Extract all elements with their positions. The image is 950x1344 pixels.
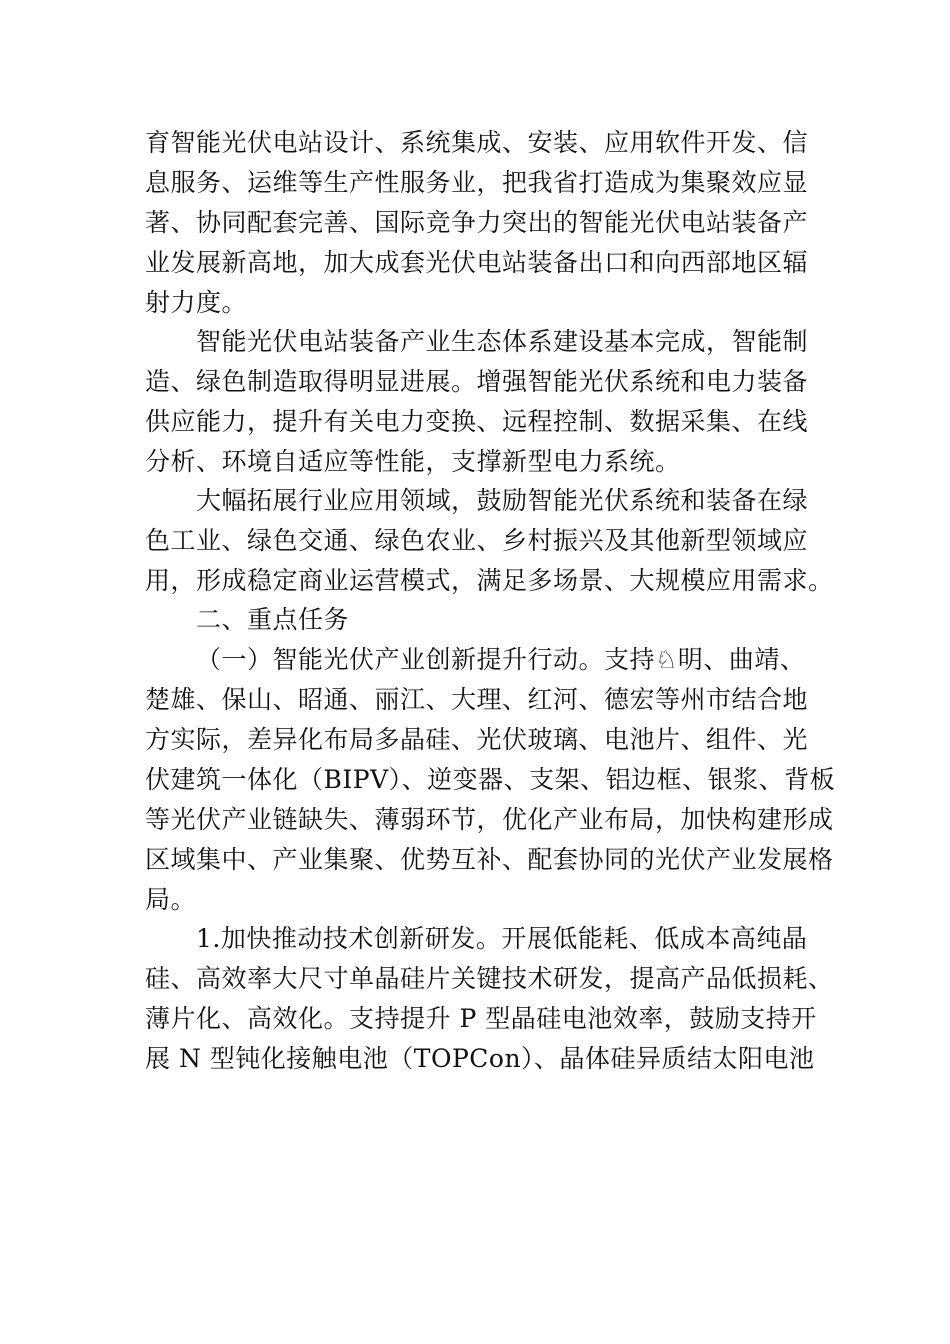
text-line: 造、绿色制造取得明显进展。增强智能光伏系统和电力装备 [145, 367, 809, 396]
text-line: 区域集中、产业集聚、优势互补、配套协同的光伏产业发展格 [145, 845, 834, 874]
text-line: 局。 [145, 885, 197, 914]
text-line: 供应能力，提升有关电力变换、远程控制、数据采集、在线 [145, 407, 809, 436]
text-line: 息服务、运维等生产性服务业，把我省打造成为集聚效应显 [145, 168, 809, 197]
text-line: 著、协同配套完善、国际竞争力突出的智能光伏电站装备产 [145, 208, 809, 237]
section-heading: 二、重点任务 [196, 605, 350, 634]
text-line: 育智能光伏电站设计、系统集成、安装、应用软件开发、信 [145, 128, 809, 157]
text-line: 硅、高效率大尺寸单晶硅片关键技术研发，提高产品低损耗、 [145, 964, 834, 993]
paragraph-first-line: （一）智能光伏产业创新提升行动。支持♘明、曲靖、 [196, 645, 806, 674]
paragraph-first-line: 1.加快推动技术创新研发。开展低能耗、低成本高纯晶 [196, 924, 808, 953]
text-line: 射力度。 [145, 288, 248, 317]
text-line: 色工业、绿色交通、绿色农业、乡村振兴及其他新型领域应 [145, 526, 809, 555]
text-line: 伏建筑一体化（BIPV）、逆变器、支架、铝边框、银浆、背板 [145, 765, 836, 794]
paragraph-first-line: 智能光伏电站装备产业生态体系建设基本完成，智能制 [196, 327, 809, 356]
text-line: 等光伏产业链缺失、薄弱环节，优化产业布局，加快构建形成 [145, 805, 834, 834]
text-line: 分析、环境自适应等性能，支撑新型电力系统。 [145, 447, 681, 476]
text-line: 薄片化、高效化。支持提升 P 型晶硅电池效率，鼓励支持开 [145, 1004, 817, 1033]
text-line: 展 N 型钝化接触电池（TOPCon）、晶体硅异质结太阳电池 [145, 1044, 815, 1073]
text-line: 方实际，差异化布局多晶硅、光伏玻璃、电池片、组件、光 [145, 725, 809, 754]
paragraph-first-line: 大幅拓展行业应用领域，鼓励智能光伏系统和装备在绿 [196, 486, 809, 515]
text-line: 用，形成稳定商业运营模式，满足多场景、大规模应用需求。 [145, 566, 834, 595]
text-line: 业发展新高地，加大成套光伏电站装备出口和向西部地区辐 [145, 248, 809, 277]
text-line: 楚雄、保山、昭通、丽江、大理、红河、德宏等州市结合地 [145, 685, 809, 714]
